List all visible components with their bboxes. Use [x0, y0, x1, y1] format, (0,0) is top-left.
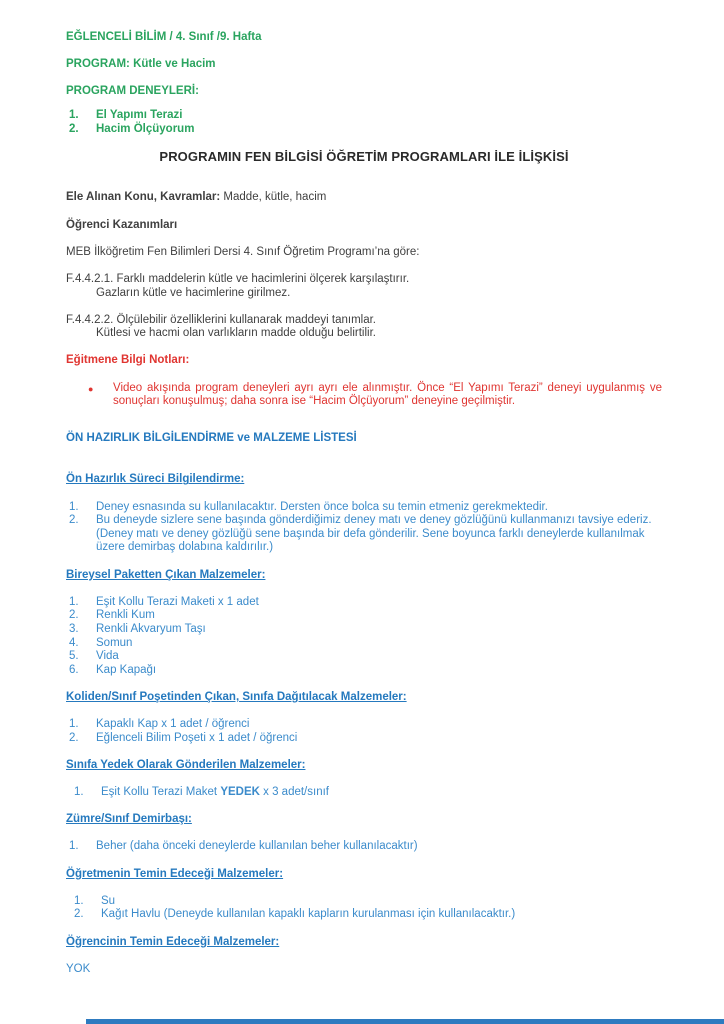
list-number: 3.: [69, 622, 79, 635]
spare-item-pre: Eşit Kollu Terazi Maket: [101, 786, 221, 799]
list-number: 4.: [69, 636, 79, 649]
list-number: 1.: [69, 500, 79, 513]
spare-item-post: x 3 adet/sınıf: [259, 786, 329, 799]
list-number: 1.: [69, 718, 79, 731]
gains-intro: MEB İlköğretim Fen Bilimleri Dersi 4. Sınıf Öğretim Programı’na göre:: [66, 245, 420, 258]
teacher-materials-list: [66, 895, 662, 922]
list-number: 2.: [69, 122, 79, 135]
experiments-list: [66, 109, 662, 136]
list-item-text: El Yapımı Terazi: [96, 108, 183, 121]
gain-code-line: F.4.4.2.1. Farklı maddelerin kütle ve hacimlerini ölçerek karşılaştırır.: [66, 272, 410, 285]
gain-note: Kütlesi ve hacmi olan varlıkların madde olduğu belirtilir.: [96, 327, 376, 340]
list-item: [66, 664, 662, 678]
gain-item: [66, 273, 662, 300]
gain-item: [66, 314, 662, 341]
prep-info-list: [66, 501, 662, 555]
list-item-text: Renkli Akvaryum Taşı: [96, 622, 206, 635]
student-materials-value: YOK: [66, 962, 91, 975]
list-item: [66, 650, 662, 664]
prep-section-title: ÖN HAZIRLIK BİLGİLENDİRME ve MALZEME LİSTESİ: [66, 431, 357, 444]
list-item: [66, 895, 662, 909]
list-item-text: Eşit Kollu Terazi Maketi x 1 adet: [96, 595, 259, 608]
class-inventory-list: [66, 840, 662, 854]
list-item: [66, 109, 662, 123]
class-package-list: [66, 718, 662, 745]
prep-info-title: Ön Hazırlık Süreci Bilgilendirme:: [66, 473, 245, 486]
list-item-text: Vida: [96, 650, 119, 663]
instructor-note-text: Video akışında program deneyleri ayrı ayrı ele alınmıştır. Önce “El Yapımı Terazi” deneyi uygulanmış ve sonuçları konuşulmuş; daha sonra ise “Hacim Ölçüyorum” deneyine geçilmiştir.: [113, 381, 662, 408]
instructor-notes-title: Eğitmene Bilgi Notları:: [66, 354, 190, 367]
list-item: [66, 637, 662, 651]
footer-bar: [86, 1019, 724, 1024]
teacher-materials-title: Öğretmenin Temin Edeceği Malzemeler:: [66, 867, 284, 880]
list-item: [66, 501, 662, 515]
list-number: 2.: [74, 908, 84, 921]
list-item: [66, 840, 662, 854]
gains-title: Öğrenci Kazanımları: [66, 218, 178, 231]
list-number: 5.: [69, 650, 79, 663]
list-item-text: [101, 786, 662, 800]
list-item: [66, 786, 662, 800]
spare-item-bold: YEDEK: [220, 786, 260, 799]
list-item-text: Bu deneyde sizlere sene başında gönderdiğimiz deney matı ve deney gözlüğünü kullanmanızı tavsiye ederiz. (Deney matı ve deney gözlüğü sene başında bir defa gönderilir. Sene boyunca farklı deneylerde kullanılmak üzere demirbaş dolabına kaldırılır.): [96, 514, 652, 554]
bullet-icon: ●: [88, 383, 94, 394]
topic-value: Madde, kütle, hacim: [220, 191, 327, 204]
spare-materials-list: [66, 786, 662, 800]
student-materials-title: Öğrencinin Temin Edeceği Malzemeler:: [66, 935, 280, 948]
individual-package-list: [66, 596, 662, 678]
list-item: [66, 623, 662, 637]
list-number: 1.: [69, 595, 79, 608]
list-item-text: Renkli Kum: [96, 609, 155, 622]
topic-line: [66, 191, 662, 205]
list-number: 1.: [69, 840, 79, 853]
instructor-note-bullet: [66, 382, 662, 409]
list-item-text: Kap Kapağı: [96, 663, 157, 676]
list-item: [66, 123, 662, 137]
header-course-line: EĞLENCELİ BİLİM / 4. Sınıf /9. Hafta: [66, 31, 262, 43]
individual-package-title: Bireysel Paketten Çıkan Malzemeler:: [66, 568, 266, 581]
list-item: [66, 732, 662, 746]
spare-materials-title: Sınıfa Yedek Olarak Gönderilen Malzemeler:: [66, 758, 306, 771]
list-item: [66, 609, 662, 623]
list-number: 2.: [69, 514, 79, 527]
gain-note: Gazların kütle ve hacimlerine girilmez.: [96, 286, 291, 299]
list-item: [66, 718, 662, 732]
list-number: 1.: [74, 786, 84, 799]
list-item: [66, 908, 662, 922]
experiments-title: PROGRAM DENEYLERİ:: [66, 85, 199, 98]
list-item-text: Somun: [96, 636, 133, 649]
list-item: [66, 596, 662, 610]
list-item-text: Su: [101, 894, 116, 907]
list-number: 1.: [69, 108, 79, 121]
list-item-text: Deney esnasında su kullanılacaktır. Dersten önce bolca su temin etmeniz gerekmektedir.: [96, 500, 548, 513]
header-program-line: PROGRAM: Kütle ve Hacim: [66, 58, 216, 71]
gain-code-line: F.4.4.2.2. Ölçülebilir özelliklerini kullanarak maddeyi tanımlar.: [66, 313, 377, 326]
list-item-text: Eğlenceli Bilim Poşeti x 1 adet / öğrenci: [96, 731, 298, 744]
main-title: PROGRAMIN FEN BİLGİSİ ÖĞRETİM PROGRAMLARI İLE İLİŞKİSİ: [159, 148, 569, 164]
list-item-text: Hacim Ölçüyorum: [96, 122, 195, 135]
list-number: 6.: [69, 663, 79, 676]
class-inventory-title: Zümre/Sınıf Demirbaşı:: [66, 813, 192, 826]
list-number: 1.: [74, 894, 84, 907]
list-item: [66, 514, 662, 555]
list-number: 2.: [69, 609, 79, 622]
list-item-text: Kağıt Havlu (Deneyde kullanılan kapaklı kapların kurulanması için kullanılacaktır.): [101, 908, 516, 921]
list-item-text: Beher (daha önceki deneylerde kullanılan beher kullanılacaktır): [96, 840, 418, 853]
topic-label: Ele Alınan Konu, Kavramlar:: [66, 191, 221, 204]
list-item-text: Kapaklı Kap x 1 adet / öğrenci: [96, 718, 250, 731]
class-package-title: Koliden/Sınıf Poşetinden Çıkan, Sınıfa Dağıtılacak Malzemeler:: [66, 690, 407, 703]
list-number: 2.: [69, 731, 79, 744]
